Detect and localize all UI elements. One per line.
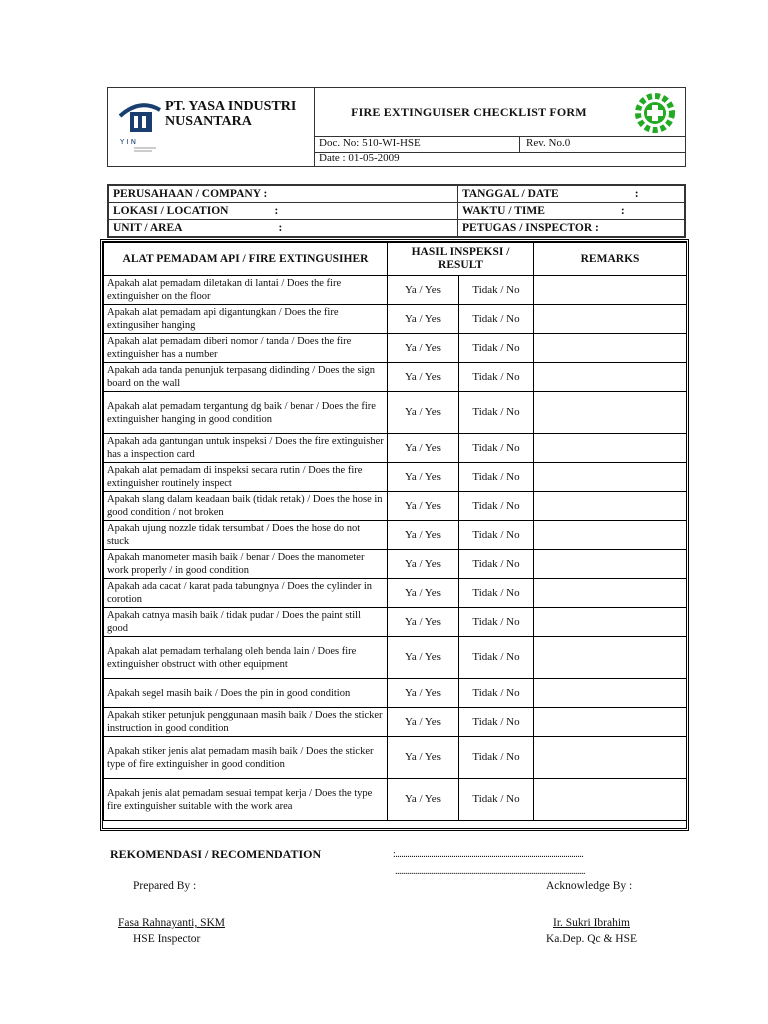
checklist-row — [104, 550, 687, 579]
date-colon: : — [634, 188, 639, 200]
checklist-question: Apakah alat pemadam api digantungkan / Does the fire extingusiher hanging — [104, 305, 388, 334]
checklist-question: Apakah catnya masih baik / tidak pudar / Does the paint still good — [104, 608, 388, 637]
revision-number: Rev. No.0 — [526, 137, 571, 149]
doc-date: Date : 01-05-2009 — [319, 152, 400, 164]
checklist-question: Apakah stiker jenis alat pemadam masih baik / Does the sticker type of fire extinguisher in good condition — [104, 737, 388, 779]
yes-option[interactable]: Ya / Yes — [388, 434, 459, 463]
approver-name: Ir. Sukri Ibrahim — [553, 917, 630, 929]
no-option[interactable]: Tidak / No — [459, 521, 534, 550]
checklist-question: Apakah alat pemadam di inspeksi secara rutin / Does the fire extinguisher routinely inspect — [104, 463, 388, 492]
no-option[interactable]: Tidak / No — [459, 276, 534, 305]
remarks-cell[interactable] — [534, 550, 687, 579]
remarks-cell[interactable] — [534, 637, 687, 679]
remarks-cell[interactable] — [534, 276, 687, 305]
no-option[interactable]: Tidak / No — [459, 363, 534, 392]
date-row — [314, 152, 686, 166]
col-extinguisher-header: ALAT PEMADAM API / FIRE EXTINGUSIHER — [104, 243, 388, 276]
checklist-question: Apakah alat pemadam terhalang oleh benda lain / Does fire extinguisher obstruct with other equipment — [104, 637, 388, 679]
yes-option[interactable]: Ya / Yes — [388, 737, 459, 779]
no-option[interactable]: Tidak / No — [459, 679, 534, 708]
yes-option[interactable]: Ya / Yes — [388, 708, 459, 737]
no-option[interactable]: Tidak / No — [459, 305, 534, 334]
inspector-field[interactable]: PETUGAS / INSPECTOR : — [458, 220, 685, 237]
checklist-row — [104, 521, 687, 550]
form-title-cell — [314, 88, 624, 136]
checklist-row — [104, 392, 687, 434]
acknowledge-by-label: Acknowledge By : — [546, 880, 633, 892]
no-option[interactable]: Tidak / No — [459, 637, 534, 679]
checklist-row — [104, 434, 687, 463]
remarks-cell[interactable] — [534, 521, 687, 550]
checklist-question: Apakah ada cacat / karat pada tabungnya / Does the cylinder in corotion — [104, 579, 388, 608]
recommendation-label: REKOMENDASI / RECOMENDATION — [110, 847, 322, 861]
remarks-cell[interactable] — [534, 392, 687, 434]
checklist-row — [104, 637, 687, 679]
preparer-name: Fasa Rahnayanti, SKM — [118, 917, 226, 929]
no-option[interactable]: Tidak / No — [459, 492, 534, 521]
checklist-question: Apakah jenis alat pemadam sesuai tempat kerja / Does the type fire extinguisher suitable with the work area — [104, 779, 388, 821]
prepared-by-label: Prepared By : — [133, 880, 197, 892]
checklist-row — [104, 334, 687, 363]
yes-option[interactable]: Ya / Yes — [388, 521, 459, 550]
no-option[interactable]: Tidak / No — [459, 737, 534, 779]
form-title: FIRE EXTINGUISER CHECKLIST FORM — [351, 105, 587, 119]
checklist-question: Apakah ujung nozzle tidak tersumbat / Does the hose do not stuck — [104, 521, 388, 550]
remarks-cell[interactable] — [534, 579, 687, 608]
yes-option[interactable]: Ya / Yes — [388, 305, 459, 334]
safety-cross-gear-icon — [632, 92, 678, 134]
checklist-question: Apakah alat pemadam diletakan di lantai / Does the fire extinguisher on the floor — [104, 276, 388, 305]
recommendation-line-1[interactable]: :.............................................................................................. — [393, 849, 584, 860]
form-header — [107, 87, 686, 167]
yes-option[interactable]: Ya / Yes — [388, 363, 459, 392]
remarks-cell[interactable] — [534, 434, 687, 463]
company-name-line2: NUSANTARA — [165, 114, 252, 129]
col-result-header: HASIL INSPEKSI / RESULT — [388, 243, 534, 276]
checklist-question: Apakah stiker petunjuk penggunaan masih baik / Does the sticker instruction in good condition — [104, 708, 388, 737]
remarks-cell[interactable] — [534, 679, 687, 708]
company-logo-cell — [108, 88, 315, 166]
col-remarks-header: REMARKS — [534, 243, 687, 276]
no-option[interactable]: Tidak / No — [459, 392, 534, 434]
checklist-row — [104, 737, 687, 779]
no-option[interactable]: Tidak / No — [459, 463, 534, 492]
remarks-cell[interactable] — [534, 363, 687, 392]
yes-option[interactable]: Ya / Yes — [388, 608, 459, 637]
yes-option[interactable]: Ya / Yes — [388, 637, 459, 679]
checklist-row — [104, 608, 687, 637]
yes-option[interactable]: Ya / Yes — [388, 334, 459, 363]
checklist-row — [104, 276, 687, 305]
inspection-info — [107, 184, 686, 238]
time-colon: : — [620, 205, 625, 217]
company-logo-icon — [116, 96, 164, 152]
yes-option[interactable]: Ya / Yes — [388, 492, 459, 521]
no-option[interactable]: Tidak / No — [459, 550, 534, 579]
location-field[interactable] — [109, 203, 458, 220]
checklist-header-row — [104, 243, 687, 276]
checklist-question: Apakah slang dalam keadaan baik (tidak retak) / Does the hose in good condition / not broken — [104, 492, 388, 521]
checklist-row — [104, 463, 687, 492]
approver-title: Ka.Dep. Qc & HSE — [546, 933, 638, 945]
checklist-question: Apakah alat pemadam tergantung dg baik / benar / Does the fire extinguisher hanging in good condition — [104, 392, 388, 434]
location-label: LOKASI / LOCATION — [113, 205, 229, 217]
checklist-row — [104, 679, 687, 708]
location-colon: : — [274, 205, 279, 217]
remarks-cell[interactable] — [534, 608, 687, 637]
checklist-row — [104, 708, 687, 737]
time-field[interactable] — [458, 203, 685, 220]
remarks-cell[interactable] — [534, 779, 687, 821]
no-option[interactable]: Tidak / No — [459, 579, 534, 608]
checklist-table — [100, 239, 689, 831]
remarks-cell[interactable] — [534, 334, 687, 363]
time-label: WAKTU / TIME — [462, 205, 545, 217]
no-option[interactable]: Tidak / No — [459, 434, 534, 463]
preparer-title: HSE Inspector — [133, 933, 201, 945]
doc-number: Doc. No: 510-WI-HSE — [319, 137, 520, 152]
company-field[interactable]: PERUSAHAAN / COMPANY : — [109, 186, 458, 203]
checklist-row — [104, 779, 687, 821]
area-colon: : — [278, 222, 283, 234]
checklist-question: Apakah alat pemadam diberi nomor / tanda / Does the fire extinguisher has a number — [104, 334, 388, 363]
svg-text:Y I N: Y I N — [120, 138, 137, 146]
remarks-cell[interactable] — [534, 708, 687, 737]
area-label: UNIT / AREA — [113, 222, 183, 234]
company-name — [165, 99, 296, 129]
yes-option[interactable]: Ya / Yes — [388, 276, 459, 305]
checklist-row — [104, 579, 687, 608]
recommendation-line-2[interactable]: ............................................................................................... — [395, 866, 585, 877]
date-field[interactable] — [458, 186, 685, 203]
remarks-cell[interactable] — [534, 737, 687, 779]
safety-seal-cell — [624, 88, 686, 136]
no-option[interactable]: Tidak / No — [459, 779, 534, 821]
yes-option[interactable]: Ya / Yes — [388, 779, 459, 821]
checklist-question: Apakah segel masih baik / Does the pin in good condition — [104, 679, 388, 708]
area-field[interactable] — [109, 220, 458, 237]
date-label: TANGGAL / DATE — [462, 188, 559, 200]
yes-option[interactable]: Ya / Yes — [388, 463, 459, 492]
remarks-cell[interactable] — [534, 492, 687, 521]
yes-option[interactable]: Ya / Yes — [388, 679, 459, 708]
company-name-line1: PT. YASA INDUSTRI — [165, 99, 297, 114]
yes-option[interactable]: Ya / Yes — [388, 392, 459, 434]
checklist-row — [104, 492, 687, 521]
yes-option[interactable]: Ya / Yes — [388, 550, 459, 579]
remarks-cell[interactable] — [534, 305, 687, 334]
remarks-cell[interactable] — [534, 463, 687, 492]
doc-info-row — [314, 136, 686, 153]
no-option[interactable]: Tidak / No — [459, 708, 534, 737]
checklist-question: Apakah ada tanda penunjuk terpasang didinding / Does the sign board on the wall — [104, 363, 388, 392]
yes-option[interactable]: Ya / Yes — [388, 579, 459, 608]
no-option[interactable]: Tidak / No — [459, 334, 534, 363]
checklist-question: Apakah ada gantungan untuk inspeksi / Does the fire extinguisher has a inspection card — [104, 434, 388, 463]
no-option[interactable]: Tidak / No — [459, 608, 534, 637]
checklist-row — [104, 305, 687, 334]
checklist-row — [104, 363, 687, 392]
checklist-question: Apakah manometer masih baik / benar / Does the manometer work properly / in good condition — [104, 550, 388, 579]
